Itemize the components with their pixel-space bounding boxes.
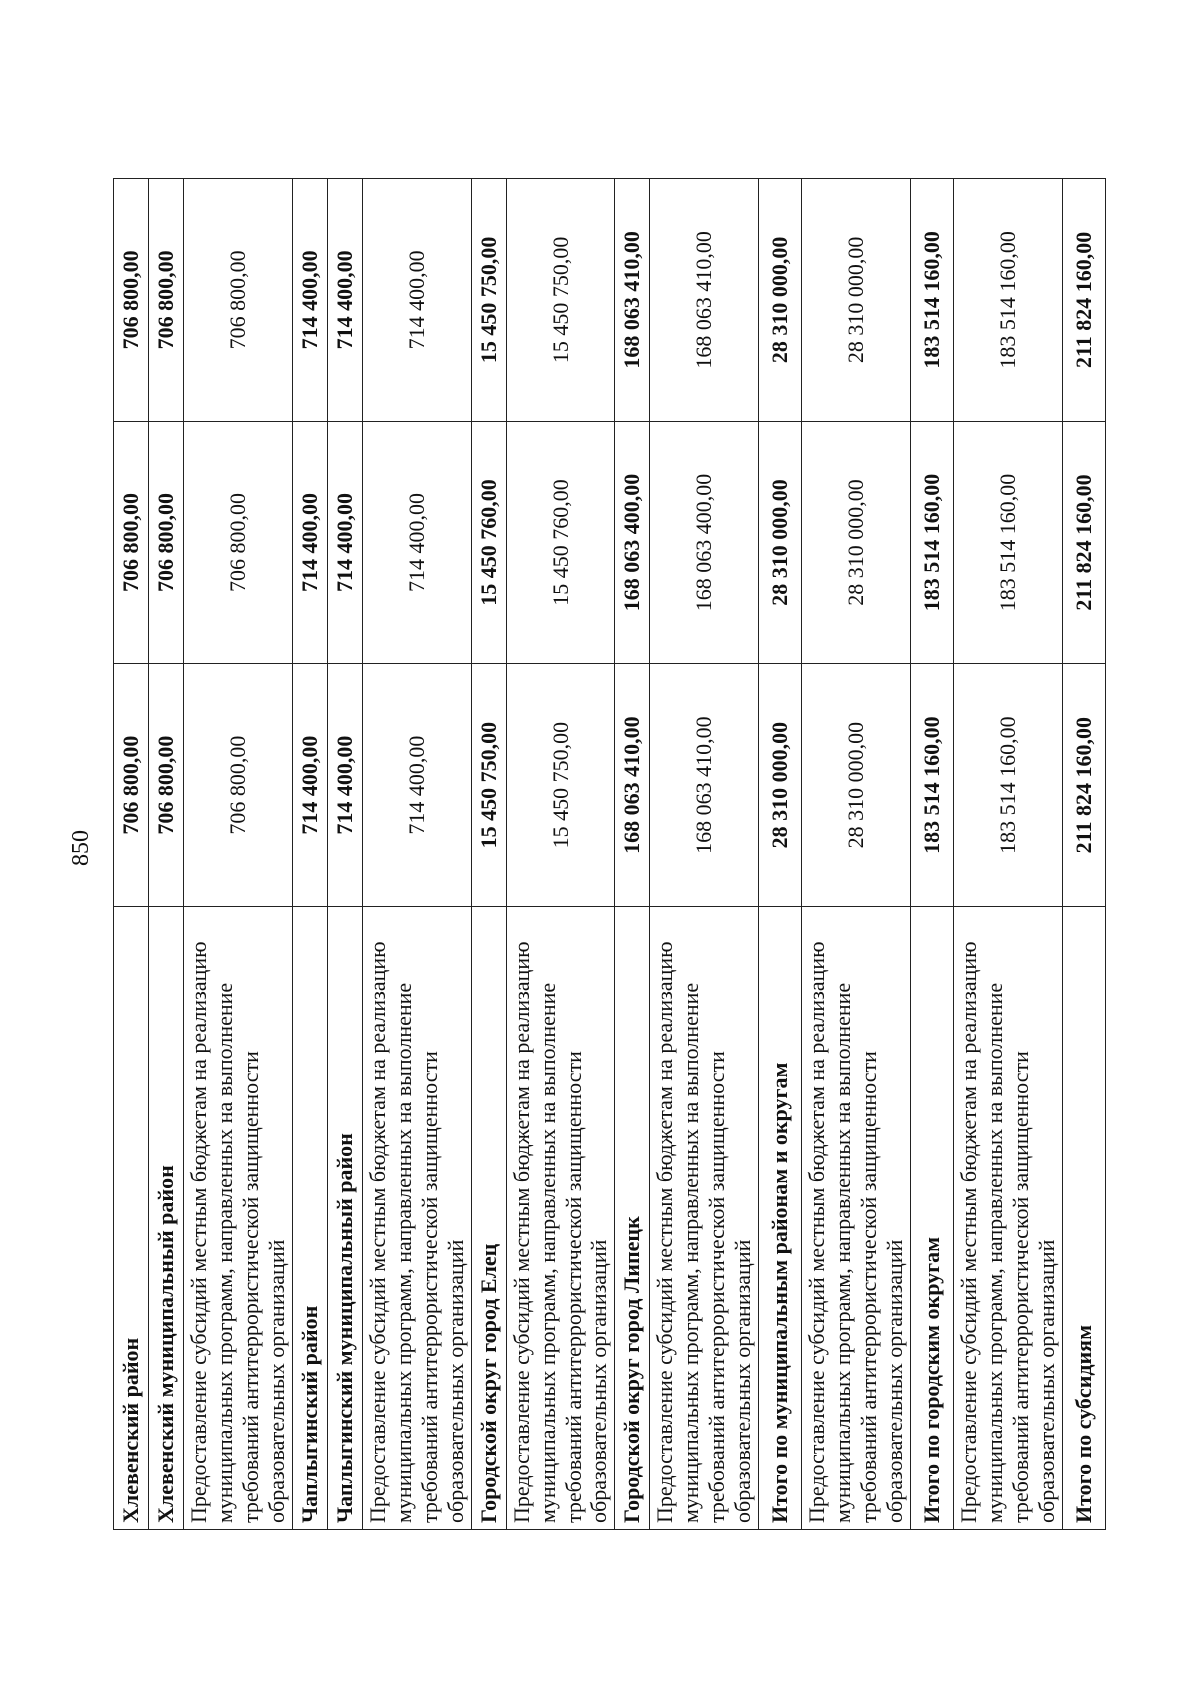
amount-year-3: 706 800,00 bbox=[114, 179, 149, 422]
row-label: Итого по городским округам bbox=[911, 907, 954, 1530]
amount-year-2: 714 400,00 bbox=[362, 421, 471, 664]
section-row bbox=[114, 179, 149, 1530]
amount-year-1: 15 450 750,00 bbox=[471, 664, 506, 907]
table-body bbox=[114, 179, 1106, 1530]
amount-year-1: 28 310 000,00 bbox=[759, 664, 802, 907]
amount-year-2: 168 063 400,00 bbox=[615, 421, 650, 664]
amount-year-3: 168 063 410,00 bbox=[615, 179, 650, 422]
amount-year-2: 183 514 160,00 bbox=[954, 421, 1063, 664]
amount-year-1: 714 400,00 bbox=[362, 664, 471, 907]
page-number: 850 bbox=[68, 830, 94, 866]
amount-year-2: 183 514 160,00 bbox=[911, 421, 954, 664]
table-row bbox=[802, 179, 911, 1530]
amount-year-1: 183 514 160,00 bbox=[911, 664, 954, 907]
section-row bbox=[292, 179, 327, 1530]
amount-year-1: 714 400,00 bbox=[327, 664, 362, 907]
amount-year-1: 28 310 000,00 bbox=[802, 664, 911, 907]
amount-year-3: 183 514 160,00 bbox=[911, 179, 954, 422]
amount-year-2: 168 063 400,00 bbox=[650, 421, 759, 664]
amount-year-1: 168 063 410,00 bbox=[615, 664, 650, 907]
row-label: Чаплыгинский муниципальный район bbox=[327, 907, 362, 1530]
amount-year-2: 15 450 760,00 bbox=[506, 421, 615, 664]
amount-year-3: 211 824 160,00 bbox=[1062, 179, 1105, 422]
amount-year-2: 706 800,00 bbox=[149, 421, 184, 664]
amount-year-3: 714 400,00 bbox=[292, 179, 327, 422]
table-row bbox=[650, 179, 759, 1530]
table-row bbox=[954, 179, 1063, 1530]
amount-year-1: 211 824 160,00 bbox=[1062, 664, 1105, 907]
amount-year-3: 168 063 410,00 bbox=[650, 179, 759, 422]
row-label: Хлевенский район bbox=[114, 907, 149, 1530]
amount-year-3: 706 800,00 bbox=[184, 179, 293, 422]
amount-year-2: 211 824 160,00 bbox=[1062, 421, 1105, 664]
amount-year-1: 183 514 160,00 bbox=[954, 664, 1063, 907]
amount-year-3: 28 310 000,00 bbox=[802, 179, 911, 422]
section-row bbox=[615, 179, 650, 1530]
row-label: Городской округ город Елец bbox=[471, 907, 506, 1530]
total-row bbox=[911, 179, 954, 1530]
amount-year-2: 714 400,00 bbox=[292, 421, 327, 664]
amount-year-3: 183 514 160,00 bbox=[954, 179, 1063, 422]
amount-year-1: 168 063 410,00 bbox=[650, 664, 759, 907]
rotated-table-container bbox=[113, 178, 1096, 1530]
row-label: Предоставление субсидий местным бюджетам на реализацию муниципальных программ, направленных на выполнение требований антитеррористической защищенности образовательных организаций bbox=[362, 907, 471, 1530]
table-row bbox=[184, 179, 293, 1530]
row-label: Предоставление субсидий местным бюджетам на реализацию муниципальных программ, направленных на выполнение требований антитеррористической защищенности образовательных организаций bbox=[184, 907, 293, 1530]
amount-year-1: 15 450 750,00 bbox=[506, 664, 615, 907]
row-label: Итого по муниципальным районам и округам bbox=[759, 907, 802, 1530]
row-label: Предоставление субсидий местным бюджетам на реализацию муниципальных программ, направленных на выполнение требований антитеррористической защищенности образовательных организаций bbox=[954, 907, 1063, 1530]
row-label: Чаплыгинский район bbox=[292, 907, 327, 1530]
row-label: Предоставление субсидий местным бюджетам на реализацию муниципальных программ, направленных на выполнение требований антитеррористической защищенности образовательных организаций bbox=[506, 907, 615, 1530]
section-row bbox=[327, 179, 362, 1530]
row-label: Предоставление субсидий местным бюджетам на реализацию муниципальных программ, направленных на выполнение требований антитеррористической защищенности образовательных организаций bbox=[802, 907, 911, 1530]
amount-year-3: 28 310 000,00 bbox=[759, 179, 802, 422]
amount-year-2: 28 310 000,00 bbox=[802, 421, 911, 664]
amount-year-3: 15 450 750,00 bbox=[471, 179, 506, 422]
amount-year-2: 706 800,00 bbox=[184, 421, 293, 664]
amount-year-3: 15 450 750,00 bbox=[506, 179, 615, 422]
amount-year-3: 714 400,00 bbox=[362, 179, 471, 422]
amount-year-2: 28 310 000,00 bbox=[759, 421, 802, 664]
amount-year-2: 706 800,00 bbox=[114, 421, 149, 664]
amount-year-2: 714 400,00 bbox=[327, 421, 362, 664]
row-label: Итого по субсидиям bbox=[1062, 907, 1105, 1530]
section-row bbox=[471, 179, 506, 1530]
amount-year-1: 706 800,00 bbox=[184, 664, 293, 907]
section-row bbox=[149, 179, 184, 1530]
total-row bbox=[1062, 179, 1105, 1530]
amount-year-1: 706 800,00 bbox=[114, 664, 149, 907]
amount-year-3: 706 800,00 bbox=[149, 179, 184, 422]
subsidy-table bbox=[113, 178, 1106, 1530]
table-row bbox=[506, 179, 615, 1530]
row-label: Предоставление субсидий местным бюджетам на реализацию муниципальных программ, направленных на выполнение требований антитеррористической защищенности образовательных организаций bbox=[650, 907, 759, 1530]
row-label: Городской округ город Липецк bbox=[615, 907, 650, 1530]
table-row bbox=[362, 179, 471, 1530]
amount-year-2: 15 450 760,00 bbox=[471, 421, 506, 664]
amount-year-3: 714 400,00 bbox=[327, 179, 362, 422]
row-label: Хлевенский муниципальный район bbox=[149, 907, 184, 1530]
total-row bbox=[759, 179, 802, 1530]
amount-year-1: 706 800,00 bbox=[149, 664, 184, 907]
amount-year-1: 714 400,00 bbox=[292, 664, 327, 907]
